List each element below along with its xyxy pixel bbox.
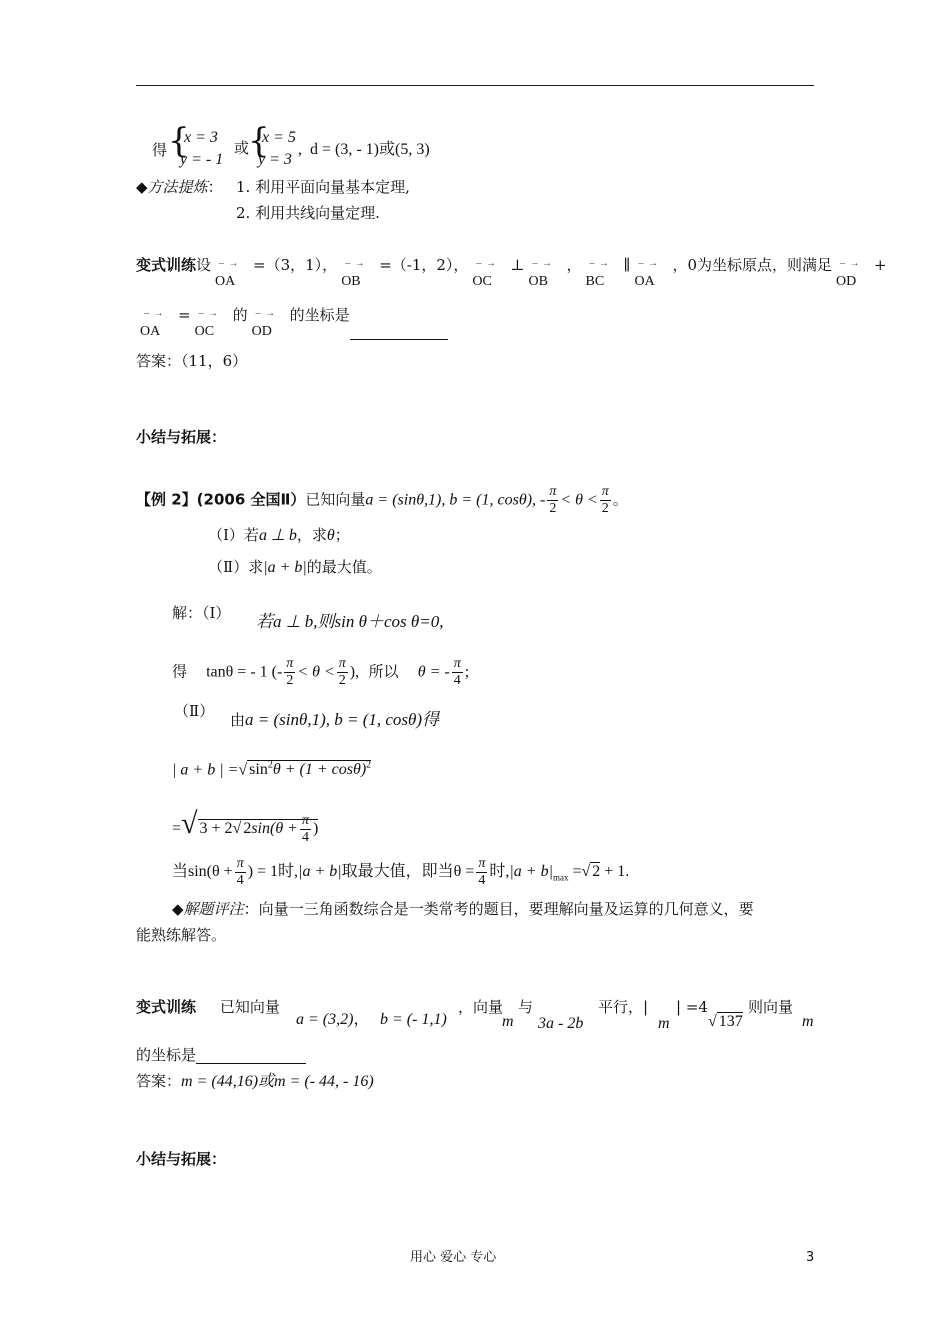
close: ), xyxy=(349,663,360,681)
vector-od: ‒ → OD xyxy=(836,258,861,289)
eq-symbol: = xyxy=(178,306,191,324)
variant2-combo: 3a - 2b xyxy=(538,1015,584,1032)
vector-oa: ‒ → OA xyxy=(215,258,240,289)
part2-expr: |a + b| xyxy=(263,559,307,576)
comment-line1 xyxy=(172,900,754,918)
part1-question xyxy=(208,526,350,545)
variant2-b: b = (- 1,1) xyxy=(380,1011,447,1028)
max-line: 当sin(θ + $\frac{\pi}{4}$ ) = 1时,|a + b|取最大值，即当θ = $\frac{\pi}{4}$ 时$,|a + b|_{max}$ =√ 2 + 1. xyxy=(172,856,630,888)
example2-intro: 已知向量 xyxy=(305,490,366,509)
coord-text: 的坐标是 xyxy=(289,306,350,324)
comma: ， xyxy=(566,256,582,274)
parallel-symbol: ∥ xyxy=(623,256,631,274)
variant1-answer: 答案：（11，6） xyxy=(136,352,248,370)
variant2-then: 则向量 xyxy=(748,998,794,1016)
method-item-2: 2. 利用共线向量定理. xyxy=(236,204,380,222)
comment-label: 解题评注 xyxy=(183,900,244,918)
comment-text1: ：向量一三角函数综合是一类常考的题目，要理解向量及运算的几何意义，要 xyxy=(243,900,754,918)
top-or: 或 xyxy=(234,139,250,157)
example2-line xyxy=(136,484,628,517)
variant1-line1 xyxy=(136,256,887,290)
variant1-she: 设 xyxy=(196,256,212,274)
example2-label: 【例 2】(2006 全国Ⅱ） xyxy=(136,490,306,509)
variant2-m: m xyxy=(502,1013,514,1030)
d-result: , d = (3, - 1)或(5, 3) xyxy=(298,141,430,158)
summary-heading-2: 小结与拓展： xyxy=(136,1150,227,1168)
summary-heading-1: 小结与拓展： xyxy=(136,428,227,446)
pi-over-2-c: $\frac{\pi}{2}$ xyxy=(338,656,346,688)
variant1-rest: ，0为坐标原点，则满足 xyxy=(672,256,833,274)
abs-ab-line: | a + b | =√ $\sin^2\theta + (1 + \cos\theta)^2$ xyxy=(172,760,372,779)
variant2-parallel: 平行，| xyxy=(598,998,649,1016)
ob-value: =（-1，2）， xyxy=(379,256,469,274)
method-line xyxy=(136,178,223,196)
theta: θ xyxy=(326,527,335,544)
variant2-answer-value: m = (44,16)或m = (- 44, - 16) xyxy=(181,1073,374,1090)
variant2-yu: 与 xyxy=(518,998,534,1016)
footer-slogan: 用心 爱心 专心 xyxy=(410,1250,497,1265)
header-rule xyxy=(136,85,814,86)
solution-line1: 若a ⊥ b,则sin θ＋cos θ=0, xyxy=(256,612,444,631)
vector-ob-2: ‒ → OB xyxy=(528,258,554,289)
brace-left-2: { xyxy=(248,121,270,161)
variant2-m2: m xyxy=(802,1013,814,1030)
part1-ask: ，求 xyxy=(296,526,327,544)
semicolon: ； xyxy=(334,526,350,544)
pi-over-4-d: $\frac{\pi}{4}$ xyxy=(478,856,486,888)
part2-ask: 的最大值。 xyxy=(306,558,382,576)
perp-symbol: ⊥ xyxy=(510,256,525,274)
semi: ; xyxy=(464,663,470,681)
variant2-line2 xyxy=(136,1046,306,1064)
variant2-line1 xyxy=(136,998,280,1016)
sys2-eq1: x = 5 xyxy=(262,129,296,146)
variant2-coord: 的坐标是 xyxy=(136,1046,197,1064)
sys2-eq2: y = 3 xyxy=(258,151,292,168)
sys1-eq2: y = - 1 xyxy=(180,151,224,168)
part2-expr-sol: a = (sinθ,1), b = (1, cosθ)得 xyxy=(245,710,440,729)
variant1-line2 xyxy=(136,306,448,340)
theta-range: < θ < xyxy=(560,491,598,509)
neg-pi-over-2: $\frac{\pi}{2}$ xyxy=(549,484,557,516)
suoyi: 所以 xyxy=(368,662,399,681)
root1: $\sin^2\theta + (1 + \cos\theta)^2$ xyxy=(249,760,372,779)
part1-cond: a ⊥ b xyxy=(258,527,297,544)
part2-solution-label: （Ⅱ） xyxy=(174,702,215,720)
vector-ob: ‒ → OB xyxy=(341,258,366,289)
vector-oa-2: ‒ → OA xyxy=(634,258,659,289)
pi-over-2-b: $\frac{\pi}{2}$ xyxy=(286,656,294,688)
answer-blank-2 xyxy=(196,1047,306,1064)
comment-bullet: ◆ xyxy=(172,900,184,918)
part2-label: （Ⅱ）求 xyxy=(208,558,264,576)
variant2-vector-word: ，向量 xyxy=(458,998,504,1016)
brace-left-1: { xyxy=(168,121,190,161)
part2-solution-expr xyxy=(230,710,439,730)
theta-eq: θ = - xyxy=(417,663,450,681)
pi-over-4-b: $\frac{\pi}{4}$ xyxy=(301,812,309,845)
answer-blank-1 xyxy=(350,323,448,340)
vector-oc: ‒ → OC xyxy=(472,258,497,289)
root2-line: =√ 3 + 2√ 2sin(θ + $\frac{\pi}{4}$ ) xyxy=(172,807,319,845)
comment-line2: 能熟练解答。 xyxy=(136,926,227,944)
pi-over-4-c: $\frac{\pi}{4}$ xyxy=(236,856,244,888)
variant2-sqrt137: √ 137 xyxy=(708,1013,743,1030)
variant2-answer-label: 答案： xyxy=(136,1072,182,1090)
oa-value: =（3，1）， xyxy=(253,256,338,274)
period: 。 xyxy=(612,490,628,509)
part1-label: （Ⅰ）若 xyxy=(208,526,259,544)
example2-vectors: a = (sinθ,1), b = (1, cosθ), - xyxy=(365,491,546,509)
plus-symbol: + xyxy=(874,256,887,274)
you: 由 xyxy=(230,711,246,729)
root2: 3 + 2√ 2sin(θ + $\frac{\pi}{4}$ ) xyxy=(199,812,319,845)
variant2-abs-close: | =4 xyxy=(676,998,708,1016)
de: 得 xyxy=(172,662,188,681)
method-item-1: 1. 利用平面向量基本定理, xyxy=(236,178,410,196)
vector-oc-2: ‒ → OC xyxy=(194,308,220,339)
vector-bc: ‒ → BC xyxy=(585,258,611,289)
pi-over-2: $\frac{\pi}{2}$ xyxy=(601,484,609,516)
lt2: < θ < xyxy=(297,663,335,681)
part2-question xyxy=(208,558,382,577)
method-colon: ： xyxy=(207,178,223,196)
pi-over-4: $\frac{\pi}{4}$ xyxy=(453,656,461,688)
vector-od-2: ‒ → OD xyxy=(251,308,277,339)
variant1-label: 变式训练 xyxy=(136,256,197,274)
tan-expr: tanθ = - 1 (- xyxy=(206,663,283,681)
variant2-intro: 已知向量 xyxy=(219,998,280,1016)
top-solution-de: 得 xyxy=(152,141,168,159)
page-number: 3 xyxy=(806,1250,815,1265)
variant2-label: 变式训练 xyxy=(136,998,197,1016)
variant2-answer xyxy=(136,1072,374,1091)
sys1-eq1: x = 3 xyxy=(184,129,218,146)
de-text: 的 xyxy=(232,306,248,324)
variant2-a: a = (3,2)， xyxy=(296,1011,370,1028)
solution-tan-line xyxy=(172,656,469,689)
variant2-m-abs: m xyxy=(658,1015,670,1032)
vector-oa-3: ‒ → OA xyxy=(140,308,165,339)
solution-label: 解：（Ⅰ） xyxy=(172,604,231,622)
method-bullet: ◆ xyxy=(136,178,148,196)
method-label: 方法提炼 xyxy=(147,178,208,196)
